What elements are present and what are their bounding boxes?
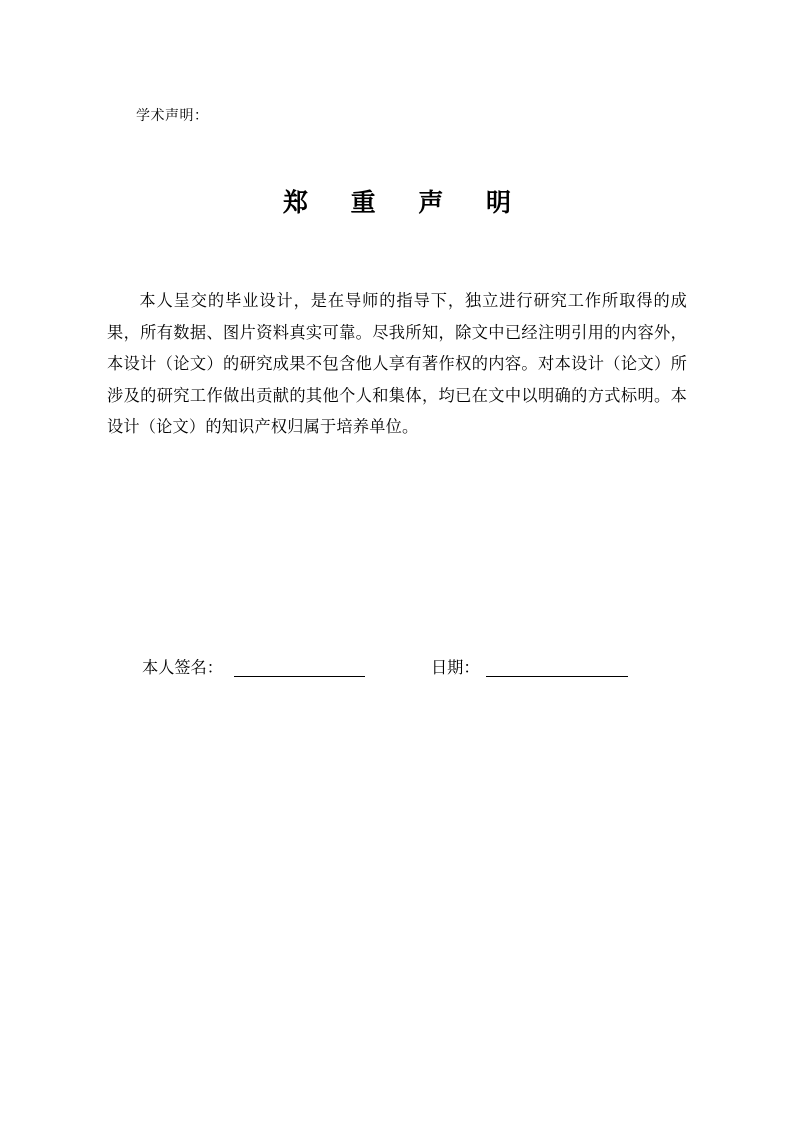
declaration-paragraph: 本人呈交的毕业设计，是在导师的指导下，独立进行研究工作所取得的成果，所有数据、图片资料真实可靠。尽我所知，除文中已经注明引用的内容外，本设计（论文）的研究成果不包含他人享有著作权的内容。对本设计（论文）所涉及的研究工作做出贡献的其他个人和集体，均已在文中以明确的方式标明。本设计（论文）的知识产权归属于培养单位。 <box>107 291 687 436</box>
page-title: 郑 重 声 明 <box>282 188 529 217</box>
date-label: 日期： <box>431 658 480 677</box>
date-line <box>486 676 628 677</box>
academic-statement-label: 学术声明： <box>136 108 209 124</box>
signature-line <box>234 676 365 677</box>
signature-label: 本人签名： <box>142 658 223 677</box>
